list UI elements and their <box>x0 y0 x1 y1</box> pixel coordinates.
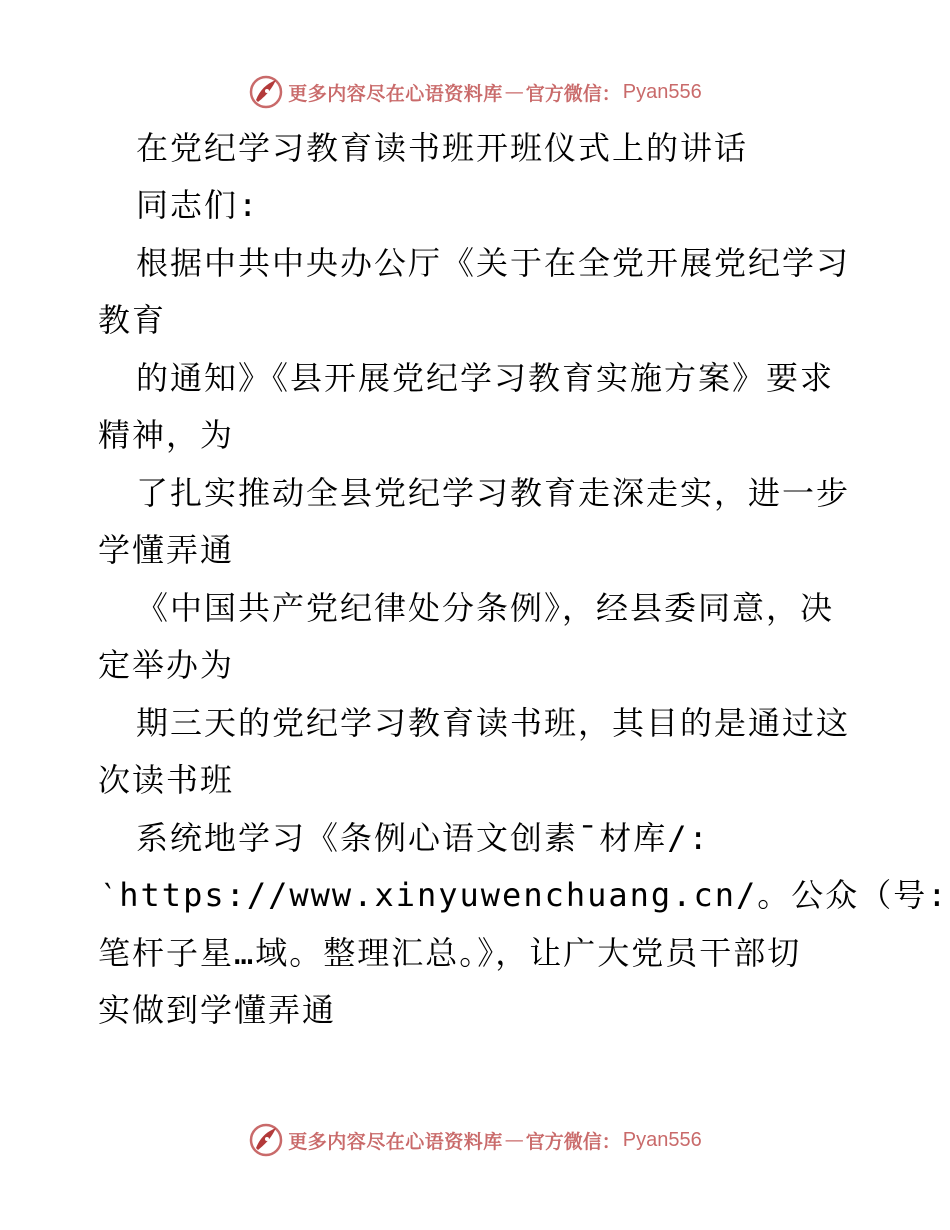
paragraph-line: 教育 <box>98 301 167 339</box>
banner-wechat-id: Pyan556 <box>622 1128 702 1151</box>
banner-wechat-label: 官方微信： <box>525 82 621 105</box>
banner-brand-text: 更多内容尽在心语资料库 <box>288 82 503 105</box>
paragraph-line: 系统地学习《条例心语文创素¯材库/: <box>136 819 710 857</box>
paragraph-line: 次读书班 <box>98 761 235 799</box>
document-title: 在党纪学习教育读书班开班仪式上的讲话 <box>136 129 749 167</box>
paragraph-line: 实做到学懂弄通 <box>98 991 337 1029</box>
paragraph-line: 定举办为 <box>98 646 235 684</box>
paragraph-line: 笔杆子星…域。整理汇总。》，让广大党员干部切 <box>98 934 802 972</box>
paragraph-line: 期三天的党纪学习教育读书班，其目的是通过这 <box>136 704 851 742</box>
pen-nib-logo-icon <box>248 1122 284 1158</box>
paragraph-line: 根据中共中央办公厅《关于在全党开展党纪学习 <box>136 244 851 282</box>
paragraph-line: 学懂弄通 <box>98 531 235 569</box>
pen-nib-logo-icon <box>248 74 284 110</box>
banner-brand-text: 更多内容尽在心语资料库 <box>288 1130 503 1153</box>
header-banner <box>0 72 950 112</box>
paragraph-line-url: ‵https://www.xinyuwenchuang.cn/。公众（号: <box>98 876 949 914</box>
banner-wechat-id: Pyan556 <box>622 80 702 103</box>
footer-banner <box>0 1120 950 1160</box>
banner-dash: — <box>504 1129 524 1151</box>
banner-wechat-label: 官方微信： <box>525 1130 621 1153</box>
salutation: 同志们: <box>136 186 260 224</box>
paragraph-line: 精神，为 <box>98 416 235 454</box>
banner-dash: — <box>504 81 524 103</box>
paragraph-line: 《中国共产党纪律处分条例》，经县委同意，决 <box>136 589 835 627</box>
paragraph-line: 的通知》《县开展党纪学习教育实施方案》要求 <box>136 359 835 397</box>
paragraph-line: 了扎实推动全县党纪学习教育走深走实，进一步 <box>136 474 851 512</box>
